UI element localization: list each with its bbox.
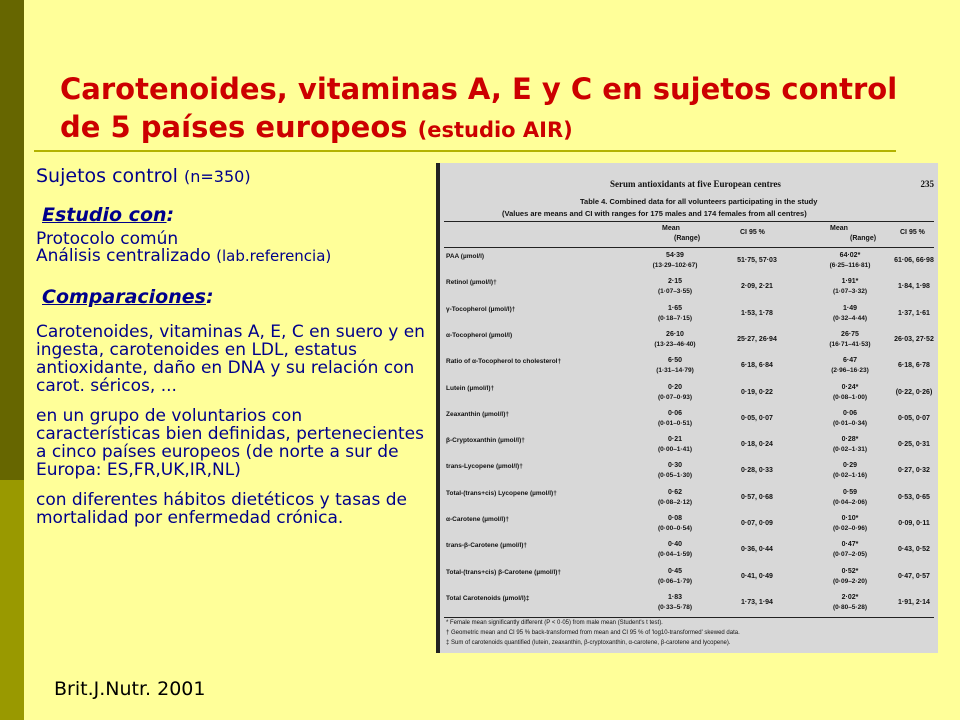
header-mean-2: Mean — [830, 225, 848, 232]
cell-ci1: 0·19, 0·22 — [741, 388, 773, 396]
cell-r2: (0·02–0·96) — [833, 525, 867, 532]
cell-r1: (0·08–2·12) — [658, 498, 692, 506]
row-label: α-Tocopherol (µmol/l) — [446, 331, 513, 339]
slide-title — [60, 70, 930, 149]
cell-ci2: 0·27, 0·32 — [898, 467, 930, 475]
cell-m2: 6·47 — [842, 357, 857, 365]
cell-ci2: 0·25, 0·31 — [898, 441, 930, 449]
cell-ci1: 0·28, 0·33 — [741, 467, 773, 475]
table-row — [440, 538, 938, 564]
footnote-2: † Geometric mean and CI 95 % back-transformed from mean and CI 95 % of 'log10-transformed' skewed data. — [446, 630, 740, 636]
cell-ci2: 0·09, 0·11 — [898, 520, 930, 527]
table-rule-header — [444, 247, 934, 248]
cell-r2: (0·32–4·44) — [833, 314, 867, 322]
header-ci-2: CI 95 % — [900, 229, 925, 236]
subjects-line — [36, 164, 431, 189]
title-divider — [34, 150, 896, 152]
footnote-1: * Female mean significantly different (P < 0·05) from male mean (Student's t test). — [446, 620, 663, 626]
row-label: trans-β-Carotene (µmol/l)† — [446, 542, 528, 550]
cell-r1: (0·01–0·51) — [658, 419, 692, 427]
cell-ci1: 0·07, 0·09 — [741, 520, 773, 527]
study-heading-colon: : — [166, 204, 175, 226]
row-label: Total-(trans+cis) β-Carotene (µmol/l)† — [446, 568, 562, 576]
title-suffix: (estudio AIR) — [417, 118, 573, 142]
left-text-column — [36, 164, 431, 539]
paragraph-3: con diferentes hábitos dietéticos y tasas de mortalidad por enfermedad crónica. — [36, 490, 407, 528]
cell-r1: (0·04–1·59) — [658, 551, 692, 559]
cell-m2: 2·02* — [841, 593, 859, 601]
cell-r2: (2·96–16·23) — [831, 367, 869, 375]
cell-m2: 0·10* — [841, 515, 859, 522]
cell-ci2: 0·05, 0·07 — [898, 414, 930, 422]
cell-r2: (0·09–2·20) — [833, 577, 867, 585]
table-row — [440, 512, 938, 538]
cell-m2: 64·02* — [839, 252, 861, 259]
cell-m1: 0·06 — [667, 409, 682, 417]
cell-m1: 1·83 — [667, 593, 682, 601]
paragraph-1: Carotenoides, vitaminas A, E, C en suero y en ingesta, carotenoides en LDL, estatus antioxidante, daño en DNA y su relación con carot. séricos, ... — [36, 322, 425, 396]
cell-m1: 0·21 — [667, 436, 682, 444]
table-rule-bottom — [444, 617, 934, 618]
row-label: γ-Tocopherol (µmol/l)† — [446, 305, 516, 313]
cell-m2: 1·49 — [842, 304, 857, 312]
cell-r1: (1·31–14·79) — [656, 367, 694, 375]
cell-m1: 0·08 — [667, 515, 682, 522]
cell-m1: 26·10 — [666, 330, 684, 338]
cell-ci2: 1·84, 1·98 — [898, 283, 930, 291]
study-line-2-text: Análisis centralizado — [36, 246, 211, 266]
header-range-1: (Range) — [674, 235, 701, 242]
table-row — [440, 407, 938, 433]
cell-r1: (13·23–46·40) — [654, 340, 696, 348]
cell-m2: 0·52* — [841, 567, 859, 575]
cell-ci1: 0·05, 0·07 — [741, 414, 773, 422]
table-row — [440, 381, 938, 407]
subjects-label: Sujetos control — [36, 165, 178, 187]
cell-m1: 1·65 — [667, 304, 682, 312]
footnote-3: ‡ Sum of carotenoids quantified (lutein, zeaxanthin, β-cryptoxanthin, α-carotene, β-carotene and lycopene). — [446, 640, 731, 646]
accent-bar-top — [0, 0, 24, 480]
row-label: Retinol (µmol/l)† — [446, 279, 497, 287]
cell-r2: (0·02–1·16) — [833, 472, 867, 480]
header-ci-1: CI 95 % — [740, 229, 765, 236]
cell-m2: 0·06 — [842, 409, 857, 417]
cell-r1: (0·06–1·79) — [658, 577, 692, 585]
cell-m1: 0·40 — [667, 541, 682, 549]
table-row — [440, 565, 938, 591]
cell-ci1: 0·18, 0·24 — [741, 441, 773, 449]
row-label: β-Cryptoxanthin (µmol/l)† — [446, 437, 525, 445]
cell-ci1: 25·27, 26·94 — [737, 335, 777, 343]
cell-ci1: 0·57, 0·68 — [741, 493, 773, 501]
scanned-table-image — [436, 163, 938, 653]
title-main: Carotenoides, vitaminas A, E y C en sujetos control de 5 países europeos — [60, 72, 898, 144]
cell-m1: 0·62 — [667, 488, 682, 496]
lab-reference: (lab.referencia) — [216, 247, 332, 265]
row-label: PAA (µmol/l) — [446, 253, 485, 260]
cell-r1: (0·05–1·30) — [658, 472, 692, 480]
cell-ci2: 6·18, 6·78 — [898, 362, 930, 370]
cell-r2: (0·01–0·34) — [833, 419, 867, 427]
row-label: α-Carotene (µmol/l)† — [446, 516, 509, 523]
cell-m2: 26·75 — [841, 330, 859, 338]
row-label: Total-(trans+cis) Lycopene (µmol/l)† — [446, 489, 557, 497]
cell-ci1: 0·41, 0·49 — [741, 572, 773, 580]
table-caption: Table 4. Combined data for all volunteers participating in the study — [580, 197, 818, 206]
table-row — [440, 591, 938, 617]
study-line-1: Protocolo común — [36, 229, 179, 249]
cell-r1: (0·18–7·15) — [658, 314, 692, 322]
table-row — [440, 486, 938, 512]
cell-r1: (0·33–5·78) — [658, 603, 692, 611]
cell-m2: 1·91* — [841, 278, 859, 286]
cell-ci1: 1·73, 1·94 — [741, 598, 773, 606]
cell-m2: 0·47* — [841, 541, 859, 549]
row-label: trans-Lycopene (µmol/l)† — [446, 463, 523, 471]
cell-ci1: 1·53, 1·78 — [741, 309, 773, 317]
cell-ci1: 0·36, 0·44 — [741, 546, 773, 554]
cell-ci2: 0·47, 0·57 — [898, 572, 930, 580]
cell-m1: 54·39 — [666, 252, 684, 259]
cell-ci2: 0·53, 0·65 — [898, 493, 930, 501]
cell-ci2: 1·37, 1·61 — [898, 309, 930, 317]
comparisons-heading-text: Comparaciones — [42, 286, 206, 308]
comparisons-heading-colon: : — [205, 286, 214, 308]
cell-r2: (6·25–116·81) — [829, 262, 871, 269]
comparisons-heading — [42, 285, 431, 309]
study-line-2 — [36, 248, 431, 265]
cell-m1: 0·20 — [667, 383, 682, 391]
cell-m2: 0·29 — [842, 462, 857, 470]
study-heading — [42, 203, 431, 227]
table-row — [440, 249, 938, 275]
row-label: Zeaxanthin (µmol/l)† — [446, 410, 509, 418]
row-label: Total Carotenoids (µmol/l)‡ — [446, 594, 530, 602]
table-row — [440, 328, 938, 354]
subjects-n: (n=350) — [184, 167, 251, 186]
journal-title: Serum antioxidants at five European centres — [610, 179, 781, 189]
cell-ci1: 2·09, 2·21 — [741, 283, 773, 291]
header-mean-1: Mean — [662, 225, 680, 232]
cell-r1: (13·29–102·67) — [652, 262, 698, 269]
citation: Brit.J.Nutr. 2001 — [54, 678, 206, 700]
study-heading-text: Estudio con — [42, 204, 167, 226]
table-row — [440, 433, 938, 459]
table-subcaption: (Values are means and CI with ranges for 175 males and 174 females from all centres) — [502, 209, 807, 218]
table-row — [440, 275, 938, 301]
accent-bar-bottom — [0, 480, 24, 720]
cell-r2: (0·04–2·06) — [833, 498, 867, 506]
cell-r1: (1·07–3·55) — [658, 288, 692, 296]
cell-m2: 0·59 — [842, 488, 857, 496]
cell-m1: 2·15 — [667, 278, 682, 286]
cell-r2: (16·71–41·53) — [829, 340, 871, 348]
page-number: 235 — [920, 179, 934, 189]
cell-r1: (0·07–0·93) — [658, 393, 692, 401]
cell-ci2: 1·91, 2·14 — [898, 598, 930, 606]
cell-r1: (0·00–1·41) — [658, 446, 692, 454]
header-range-2: (Range) — [850, 235, 877, 242]
table-row — [440, 459, 938, 485]
table-rule-top — [444, 221, 934, 222]
cell-ci2: 61·06, 66·98 — [894, 257, 934, 264]
table-row — [440, 302, 938, 328]
cell-r1: (0·00–0·54) — [658, 525, 692, 532]
cell-r2: (0·02–1·31) — [833, 446, 867, 454]
row-label: Ratio of α-Tocopherol to cholesterol† — [446, 358, 562, 366]
cell-ci2: 0·43, 0·52 — [898, 546, 930, 554]
paragraph-2: en un grupo de voluntarios con características bien definidas, pertenecientes a cinco países europeos (de norte a sur de Europa: ES,FR,UK,IR,NL) — [36, 406, 424, 480]
row-label: Lutein (µmol/l)† — [446, 384, 495, 392]
cell-r2: (0·08–1·00) — [833, 393, 867, 401]
cell-ci1: 51·75, 57·03 — [737, 257, 777, 264]
cell-m2: 0·24* — [841, 383, 859, 391]
cell-m1: 0·45 — [667, 567, 682, 575]
cell-m2: 0·28* — [841, 436, 859, 444]
cell-r2: (1·07–3·32) — [833, 288, 867, 296]
cell-ci2: (0·22, 0·26) — [895, 388, 933, 396]
cell-ci2: 26·03, 27·52 — [894, 335, 934, 343]
cell-m1: 6·50 — [667, 357, 682, 365]
cell-r2: (0·07–2·05) — [833, 551, 867, 559]
cell-r2: (0·80–5·28) — [833, 603, 867, 611]
cell-ci1: 6·18, 6·84 — [741, 362, 773, 370]
table-row — [440, 354, 938, 380]
cell-m1: 0·30 — [667, 462, 682, 470]
